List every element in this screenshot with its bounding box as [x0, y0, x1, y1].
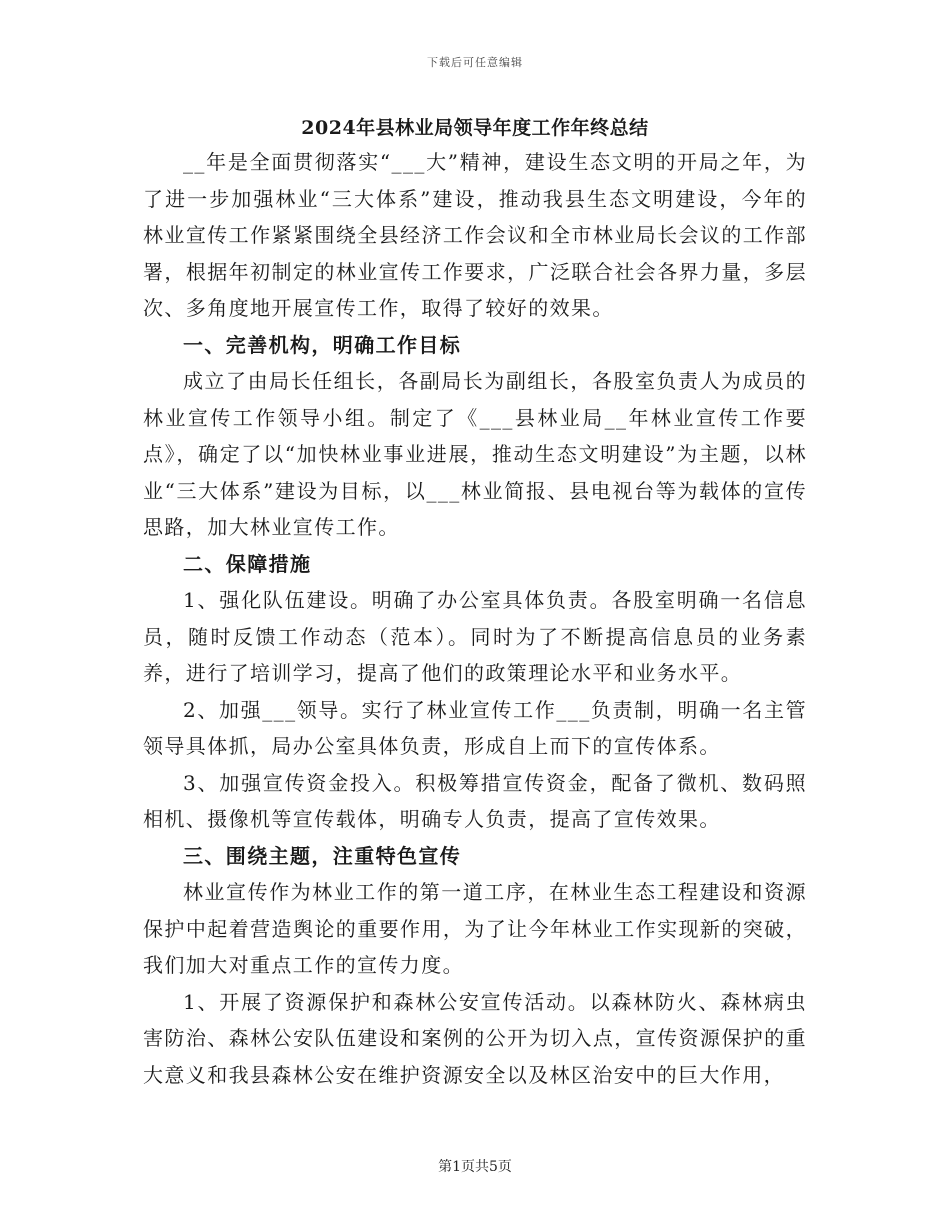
document-body	[143, 116, 807, 1093]
intro-paragraph: __年是全面贯彻落实“___大”精神，建设生态文明的开局之年，为了进一步加强林业“三大体系”建设，推动我县生态文明建设，今年的林业宣传工作紧紧围绕全县经济工作会议和全市林业局长会议的工作部署，根据年初制定的林业宣传工作要求，广泛联合社会各界力量，多层次、多角度地开展宣传工作，取得了较好的效果。	[143, 150, 807, 320]
header-note: 下载后可任意编辑	[427, 56, 523, 69]
document-title: 2024年县林业局领导年度工作年终总结	[301, 117, 649, 139]
section3-paragraph-1: 林业宣传作为林业工作的第一道工序，在林业生态工程建设和资源保护中起着营造舆论的重要作用，为了让今年林业工作实现新的突破，我们加大对重点工作的宣传力度。	[143, 880, 807, 977]
section1-paragraph-1: 成立了由局长任组长，各副局长为副组长，各股室负责人为成员的林业宣传工作领导小组。制定了《___县林业局__年林业宣传工作要点》，确定了以“加快林业事业进展，推动生态文明建设”为主题，以林业“三大体系”建设为目标，以___林业简报、县电视台等为载体的宣传思路，加大林业宣传工作。	[143, 369, 807, 539]
section-heading-3: 三、围绕主题，注重特色宣传	[183, 843, 462, 868]
section-heading-2: 二、保障措施	[183, 551, 312, 576]
section2-paragraph-3: 3、加强宣传资金投入。积极筹措宣传资金，配备了微机、数码照相机、摄像机等宣传载体，明确专人负责，提高了宣传效果。	[143, 770, 807, 831]
section2-paragraph-1: 1、强化队伍建设。明确了办公室具体负责。各股室明确一名信息员，随时反馈工作动态（范本）。同时为了不断提高信息员的业务素养，进行了培训学习，提高了他们的政策理论水平和业务水平。	[143, 588, 807, 685]
section2-paragraph-2: 2、加强___领导。实行了林业宣传工作___负责制，明确一名主管领导具体抓，局办公室具体负责，形成自上而下的宣传体系。	[143, 697, 807, 758]
section3-paragraph-2: 1、开展了资源保护和森林公安宣传活动。以森林防火、森林病虫害防治、森林公安队伍建设和案例的公开为切入点，宣传资源保护的重大意义和我县森林公安在维护资源安全以及林区治安中的巨大作用，	[143, 989, 807, 1087]
section-heading-1: 一、完善机构，明确工作目标	[183, 332, 462, 357]
page-indicator: 第1页共5页	[438, 1159, 512, 1175]
